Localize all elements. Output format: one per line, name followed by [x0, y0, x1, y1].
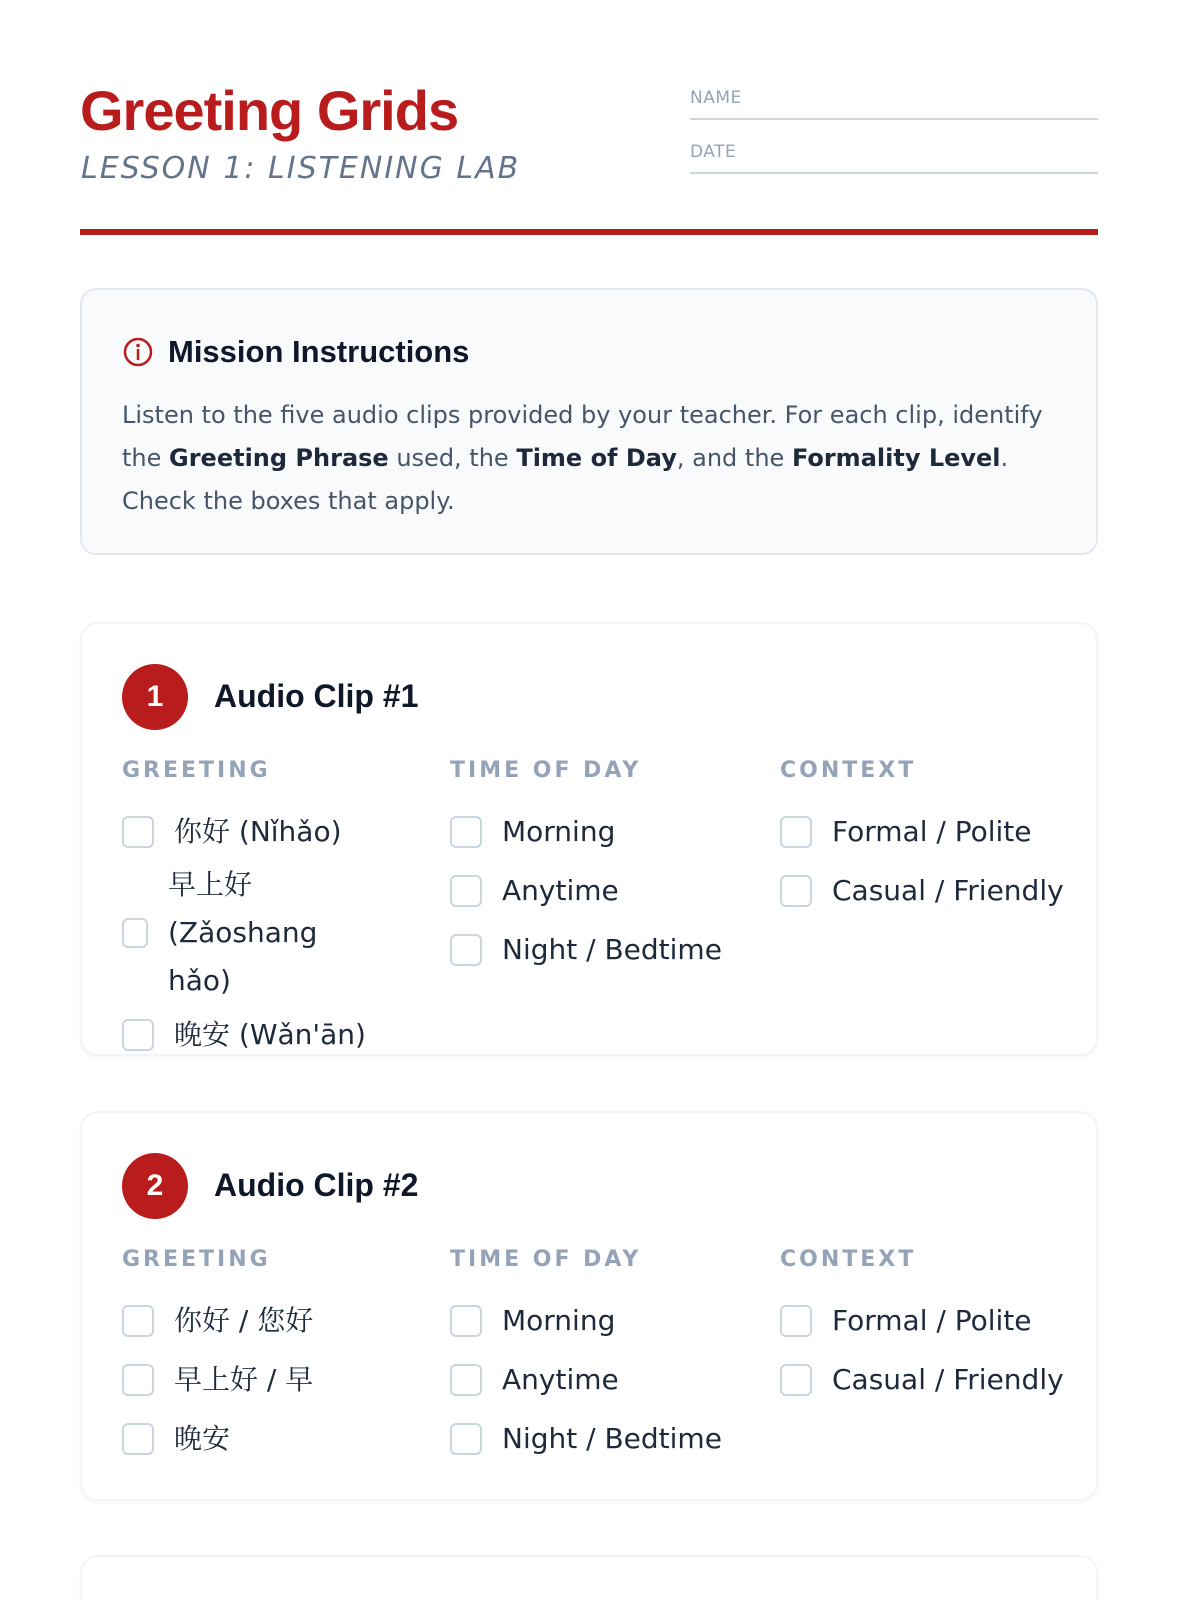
option-label: Anytime [502, 1362, 619, 1396]
page-title: Greeting Grids [80, 79, 459, 142]
option-label: 早上好 (Zǎoshang hǎo) [168, 868, 318, 997]
time-option[interactable] [450, 802, 750, 861]
clip-number-badge: 1 [122, 664, 188, 730]
time-option[interactable] [450, 1291, 750, 1350]
clip-number-badge: 2 [122, 1153, 188, 1219]
clip-title: Audio Clip #2 [214, 1167, 419, 1203]
option-label: Morning [502, 814, 616, 848]
option-label: Formal / Polite [832, 1303, 1032, 1337]
greeting-option[interactable] [122, 1409, 422, 1468]
option-label: 你好 / 您好 [174, 1303, 314, 1337]
checkbox[interactable] [780, 875, 812, 907]
option-label: Anytime [502, 873, 619, 907]
info-icon [122, 336, 154, 368]
instructions-text-part: Listen to the five audio clips provided by your teacher. For each clip, identify the [122, 401, 1043, 472]
greeting-option[interactable] [122, 1291, 422, 1350]
greeting-option[interactable] [122, 802, 422, 861]
audio-clip-card [80, 1111, 1098, 1501]
date-field[interactable] [690, 132, 1098, 174]
context-column [780, 758, 1080, 920]
checkbox[interactable] [780, 1364, 812, 1396]
time-option[interactable] [450, 1409, 750, 1468]
checkbox[interactable] [450, 1364, 482, 1396]
greeting-column-heading: GREETING [122, 758, 271, 783]
context-column-heading: CONTEXT [780, 758, 917, 783]
instructions-emphasis: Formality Level [791, 444, 1001, 472]
time-of-day-column [450, 758, 750, 979]
option-label: 早上好 / 早 [174, 1362, 314, 1396]
greeting-column [122, 758, 422, 1064]
context-option[interactable] [780, 1350, 1080, 1409]
checkbox[interactable] [450, 816, 482, 848]
option-label: Night / Bedtime [502, 1421, 722, 1455]
checkbox[interactable] [122, 918, 148, 948]
header-divider [80, 229, 1098, 235]
checkbox[interactable] [122, 816, 154, 848]
instructions-text-part: . Check the boxes that apply. [122, 444, 1009, 515]
name-field-label: NAME [690, 88, 742, 108]
time-column-heading: TIME OF DAY [450, 1247, 642, 1272]
instructions-header [122, 334, 469, 370]
lesson-subtitle: LESSON 1: LISTENING LAB [81, 151, 521, 186]
checkbox[interactable] [122, 1019, 154, 1051]
time-of-day-column [450, 1247, 750, 1468]
checkbox[interactable] [122, 1423, 154, 1455]
greeting-option[interactable] [122, 861, 422, 1005]
instructions-panel [80, 288, 1098, 555]
time-column-heading: TIME OF DAY [450, 758, 642, 783]
time-option[interactable] [450, 861, 750, 920]
instructions-emphasis: Time of Day [516, 444, 677, 472]
option-label: Formal / Polite [832, 814, 1032, 848]
context-option[interactable] [780, 802, 1080, 861]
audio-clip-card [80, 622, 1098, 1056]
name-field[interactable] [690, 78, 1098, 120]
greeting-column-heading: GREETING [122, 1247, 271, 1272]
time-option[interactable] [450, 920, 750, 979]
clip-title: Audio Clip #1 [214, 678, 419, 714]
greeting-option[interactable] [122, 1350, 422, 1409]
context-option[interactable] [780, 861, 1080, 920]
checkbox[interactable] [450, 1305, 482, 1337]
instructions-text [122, 394, 1072, 523]
checkbox[interactable] [122, 1364, 154, 1396]
option-label: Casual / Friendly [832, 1362, 1064, 1396]
checkbox[interactable] [450, 1423, 482, 1455]
audio-clip-card-partial [80, 1555, 1098, 1600]
checkbox[interactable] [450, 875, 482, 907]
greeting-column [122, 1247, 422, 1468]
option-label: Casual / Friendly [832, 873, 1064, 907]
worksheet-header [80, 78, 1098, 238]
checkbox[interactable] [122, 1305, 154, 1337]
instructions-text-part: , and the [676, 444, 792, 472]
option-label: 你好 (Nǐhǎo) [174, 814, 342, 848]
greeting-option[interactable] [122, 1005, 422, 1064]
instructions-text-part: used, the [388, 444, 517, 472]
instructions-emphasis: Greeting Phrase [169, 444, 389, 472]
option-label: 晚安 [174, 1421, 231, 1455]
context-option[interactable] [780, 1291, 1080, 1350]
checkbox[interactable] [780, 1305, 812, 1337]
checkbox[interactable] [780, 816, 812, 848]
checkbox[interactable] [450, 934, 482, 966]
context-column-heading: CONTEXT [780, 1247, 917, 1272]
date-field-label: DATE [690, 142, 737, 162]
context-column [780, 1247, 1080, 1409]
option-label: Night / Bedtime [502, 932, 722, 966]
option-label: Morning [502, 1303, 616, 1337]
instructions-title: Mission Instructions [168, 334, 470, 369]
option-label: 晚安 (Wǎn'ān) [174, 1017, 366, 1051]
time-option[interactable] [450, 1350, 750, 1409]
